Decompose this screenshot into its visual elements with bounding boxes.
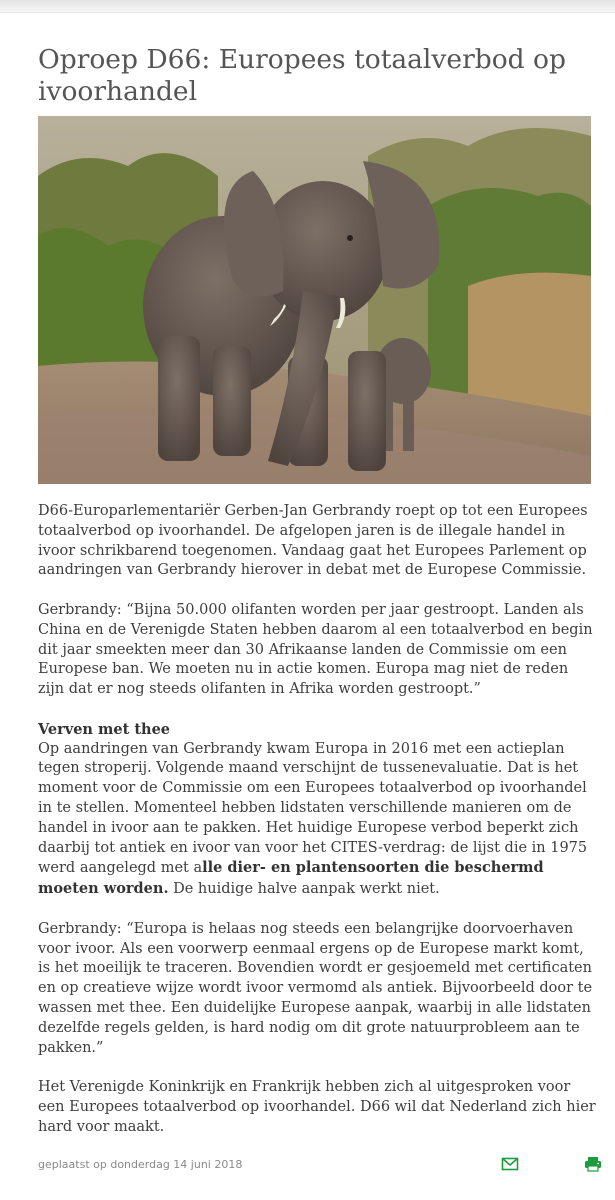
article-subheading: Verven met thee: [38, 720, 171, 738]
article-quote-1: Gerbrandy: “Bijna 50.000 olifanten worden per jaar gestroopt. Landen als China en de Verenigde Staten hebben daarom al een totaalverbod en begin dit jaar smeekten meer dan 30 Afrikaanse landen de Commissie om een Europese ban. We moeten nu in actie komen. Europa mag niet de reden zijn dat er nog steeds olifanten in Afrika worden gestroopt.”: [38, 601, 593, 698]
top-bar: [0, 0, 615, 13]
print-icon[interactable]: [584, 1156, 602, 1172]
posted-date: geplaatst op donderdag 14 juni 2018: [38, 1158, 243, 1171]
section-text-after: De huidige halve aanpak werkt niet.: [168, 881, 440, 898]
section-text-bold: lle dier- en plantensoorten die beschermd moeten worden.: [38, 859, 544, 898]
article-image: [38, 116, 591, 484]
article-body: [38, 502, 598, 1157]
article-section: [38, 740, 598, 900]
article-closing: Het Verenigde Koninkrijk en Frankrijk hebben zich al uitgesproken voor een Europees totaalverbod op ivoorhandel. D66 wil dat Nederland zich hier hard voor maakt.: [38, 1079, 596, 1135]
mail-icon[interactable]: [501, 1156, 519, 1172]
section-text-before: Op aandringen van Gerbrandy kwam Europa in 2016 met een actieplan tegen stroperij. Volgende maand verschijnt de tussenevaluatie. Dat is het moment voor de Commissie om een Europees totaalverbod op ivoorhandel in te stellen. Momenteel hebben lidstaten verschillende manieren om de handel in ivoor aan te pakken. Het huidige Europese verbod beperkt zich daarbij tot antiek en ivoor van voor het CITES-verdrag: de lijst die in 1975 werd aangelegd met a: [38, 740, 588, 877]
article-intro: D66-Europarlementariër Gerben-Jan Gerbrandy roept op tot een Europees totaalverbod op ivoorhandel. De afgelopen jaren is de illegale handel in ivoor schrikbarend toegenomen. Vandaag gaat het Europees Parlement op aandringen van Gerbrandy hierover in debat met de Europese Commissie.: [38, 503, 588, 579]
article-quote-2: Gerbrandy: “Europa is helaas nog steeds een belangrijke doorvoerhaven voor ivoor. Als een voorwerp eenmaal ergens op de Europese markt komt, is het moeilijk te traceren. Bovendien wordt er gesjoemeld met certificaten en op creatieve wijze wordt ivoor vermomd als antiek. Bijvoorbeeld door te wassen met thee. Een duidelijke Europese aanpak, waarbij in alle lidstaten dezelfde regels gelden, is hard nodig om dit grote natuurprobleem aan te pakken.”: [38, 920, 593, 1056]
article-title: Oproep D66: Europees totaalverbod op ivoorhandel: [38, 44, 566, 107]
